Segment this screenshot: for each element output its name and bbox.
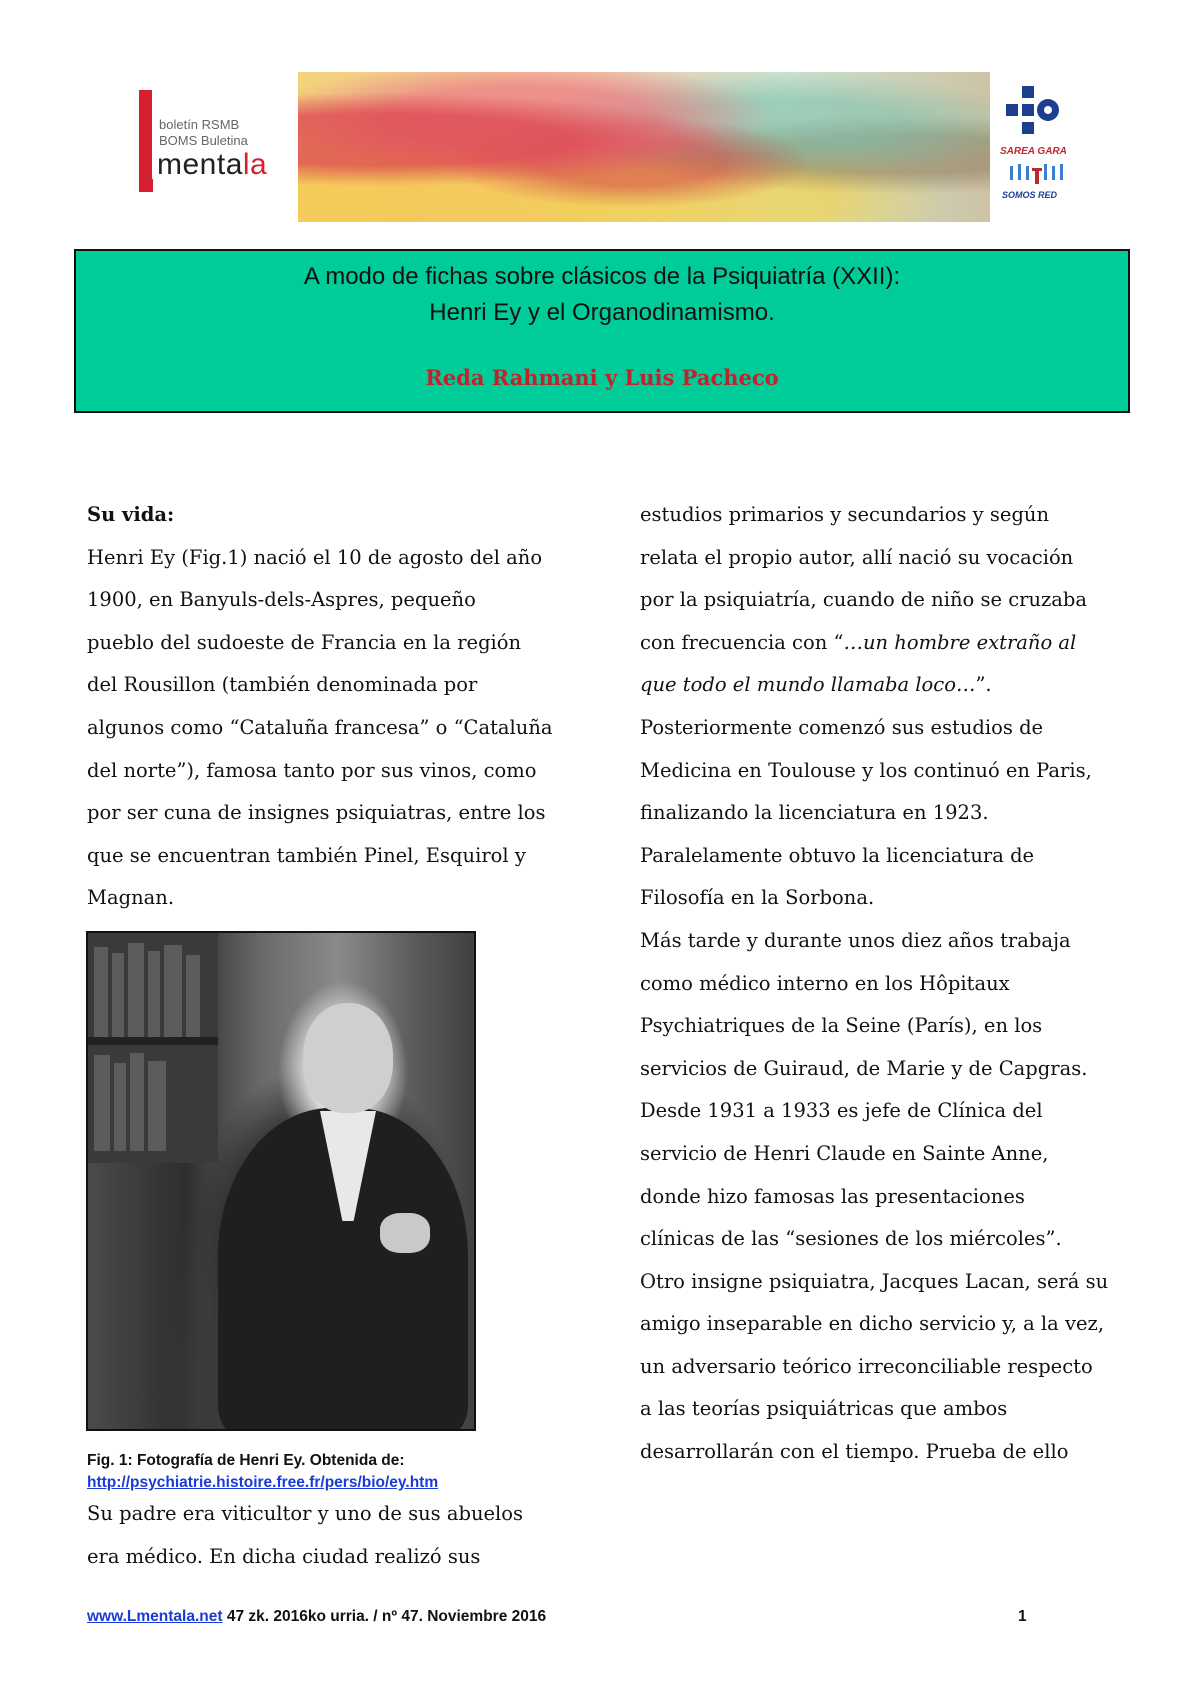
left-line: Henri Ey (Fig.1) nació el 10 de agosto del año bbox=[87, 545, 543, 569]
right-line: Más tarde y durante unos diez años trabaja bbox=[640, 928, 1071, 952]
photo-figure-hand bbox=[380, 1213, 430, 1253]
right-line: Medicina en Toulouse y los continuó en Paris, bbox=[640, 758, 1092, 782]
left-line: que se encuentran también Pinel, Esquirol y bbox=[87, 843, 526, 867]
right-line-quote bbox=[640, 622, 1120, 665]
logo-brand bbox=[157, 148, 267, 182]
right-line: como médico interno en los Hôpitaux bbox=[640, 971, 1010, 995]
section-heading: Su vida: bbox=[87, 503, 175, 526]
left-line: algunos como “Cataluña francesa” o “Cataluña bbox=[87, 715, 553, 739]
logo-brand-accent: la bbox=[242, 148, 268, 181]
figure-caption bbox=[87, 1450, 438, 1494]
bookshelf-image bbox=[88, 933, 218, 1163]
right-line: Filosofía en la Sorbona. bbox=[640, 886, 875, 910]
right-line: clínicas de las “sesiones de los miércoles”. bbox=[640, 1227, 1062, 1251]
quote-suffix: ”. bbox=[975, 673, 992, 697]
left-line: Su padre era viticultor y uno de sus abuelos bbox=[87, 1502, 524, 1525]
left-line: del Rousillon (también denominada por bbox=[87, 673, 478, 697]
right-line: servicio de Henri Claude en Sainte Anne, bbox=[640, 1141, 1049, 1165]
right-line: Otro insigne psiquiatra, Jacques Lacan, será su bbox=[640, 1269, 1109, 1293]
right-line: desarrollarán con el tiempo. Prueba de ello bbox=[640, 1440, 1069, 1464]
partner-logo bbox=[996, 80, 1092, 210]
people-icon bbox=[1008, 160, 1068, 186]
right-line-quote bbox=[640, 664, 1120, 707]
right-line: donde hizo famosas las presentaciones bbox=[640, 1184, 1025, 1208]
title-line2: Henri Ey y el Organodinamismo. bbox=[429, 299, 775, 326]
right-line: Desde 1931 a 1933 es jefe de Clínica del bbox=[640, 1099, 1043, 1123]
footer-link[interactable]: www.Lmentala.net bbox=[87, 1608, 223, 1625]
left-line: pueblo del sudoeste de Francia en la región bbox=[87, 630, 522, 654]
caption-text: Fig. 1: Fotografía de Henri Ey. Obtenida de: bbox=[87, 1452, 405, 1469]
right-line: Psychiatriques de la Seine (París), en los bbox=[640, 1014, 1043, 1038]
quote-italic-1: …un hombre extraño al bbox=[843, 630, 1077, 654]
right-line: Paralelamente obtuvo la licenciatura de bbox=[640, 843, 1035, 867]
right-line: amigo inseparable en dicho servicio y, a la vez, bbox=[640, 1312, 1105, 1336]
right-line: finalizando la licenciatura en 1923. bbox=[640, 801, 989, 825]
henri-ey-photo bbox=[86, 931, 476, 1431]
left-line: 1900, en Banyuls-dels-Aspres, pequeño bbox=[87, 588, 476, 612]
partner-line2: SOMOS RED bbox=[1002, 190, 1058, 200]
header-banner-image bbox=[298, 72, 990, 222]
photo-figure-head bbox=[303, 1003, 393, 1113]
title-line1: A modo de fichas sobre clásicos de la Psiquiatría (XXII): bbox=[303, 263, 901, 290]
right-line: servicios de Guiraud, de Marie y de Capgras. bbox=[640, 1056, 1088, 1080]
authors: Reda Rahmani y Luis Pacheco bbox=[425, 365, 779, 390]
caption-link[interactable]: http://psychiatrie.histoire.free.fr/pers/bio/ey.htm bbox=[87, 1474, 439, 1491]
page-number: 1 bbox=[1018, 1608, 1027, 1625]
left-line: era médico. En dicha ciudad realizó sus bbox=[87, 1544, 481, 1568]
lmentala-logo bbox=[139, 90, 299, 192]
left-line: por ser cuna de insignes psiquiatras, entre los bbox=[87, 801, 546, 825]
footer bbox=[87, 1608, 546, 1626]
logo-line1: boletín RSMB bbox=[159, 117, 240, 132]
logo-line2: BOMS Buletina bbox=[159, 133, 248, 148]
quote-italic-2: que todo el mundo llamaba loco… bbox=[640, 673, 976, 697]
logo-l-foot bbox=[139, 179, 153, 192]
logo-l-bar bbox=[139, 90, 152, 192]
right-line: a las teorías psiquiátricas que ambos bbox=[640, 1397, 1008, 1421]
right-line: estudios primarios y secundarios y según bbox=[640, 503, 1050, 526]
footer-issue: 47 zk. 2016ko urria. / nº 47. Noviembre 2016 bbox=[222, 1608, 547, 1625]
right-line: Posteriormente comenzó sus estudios de bbox=[640, 715, 1044, 739]
right-line: por la psiquiatría, cuando de niño se cruzaba bbox=[640, 588, 1088, 612]
right-line: un adversario teórico irreconciliable respecto bbox=[640, 1354, 1093, 1378]
left-line: del norte”), famosa tanto por sus vinos, como bbox=[87, 758, 537, 782]
right-line: relata el propio autor, allí nació su vocación bbox=[640, 545, 1074, 569]
left-column-continued bbox=[87, 1493, 523, 1578]
left-column bbox=[87, 494, 567, 920]
cross-icon bbox=[1004, 86, 1064, 134]
partner-line1: SAREA GARA bbox=[1000, 146, 1067, 157]
left-line: Magnan. bbox=[87, 886, 175, 910]
right-column bbox=[640, 494, 1120, 1474]
quote-prefix: con frecuencia con “ bbox=[640, 630, 844, 654]
logo-brand-main: menta bbox=[157, 148, 243, 181]
title-box bbox=[74, 249, 1130, 413]
